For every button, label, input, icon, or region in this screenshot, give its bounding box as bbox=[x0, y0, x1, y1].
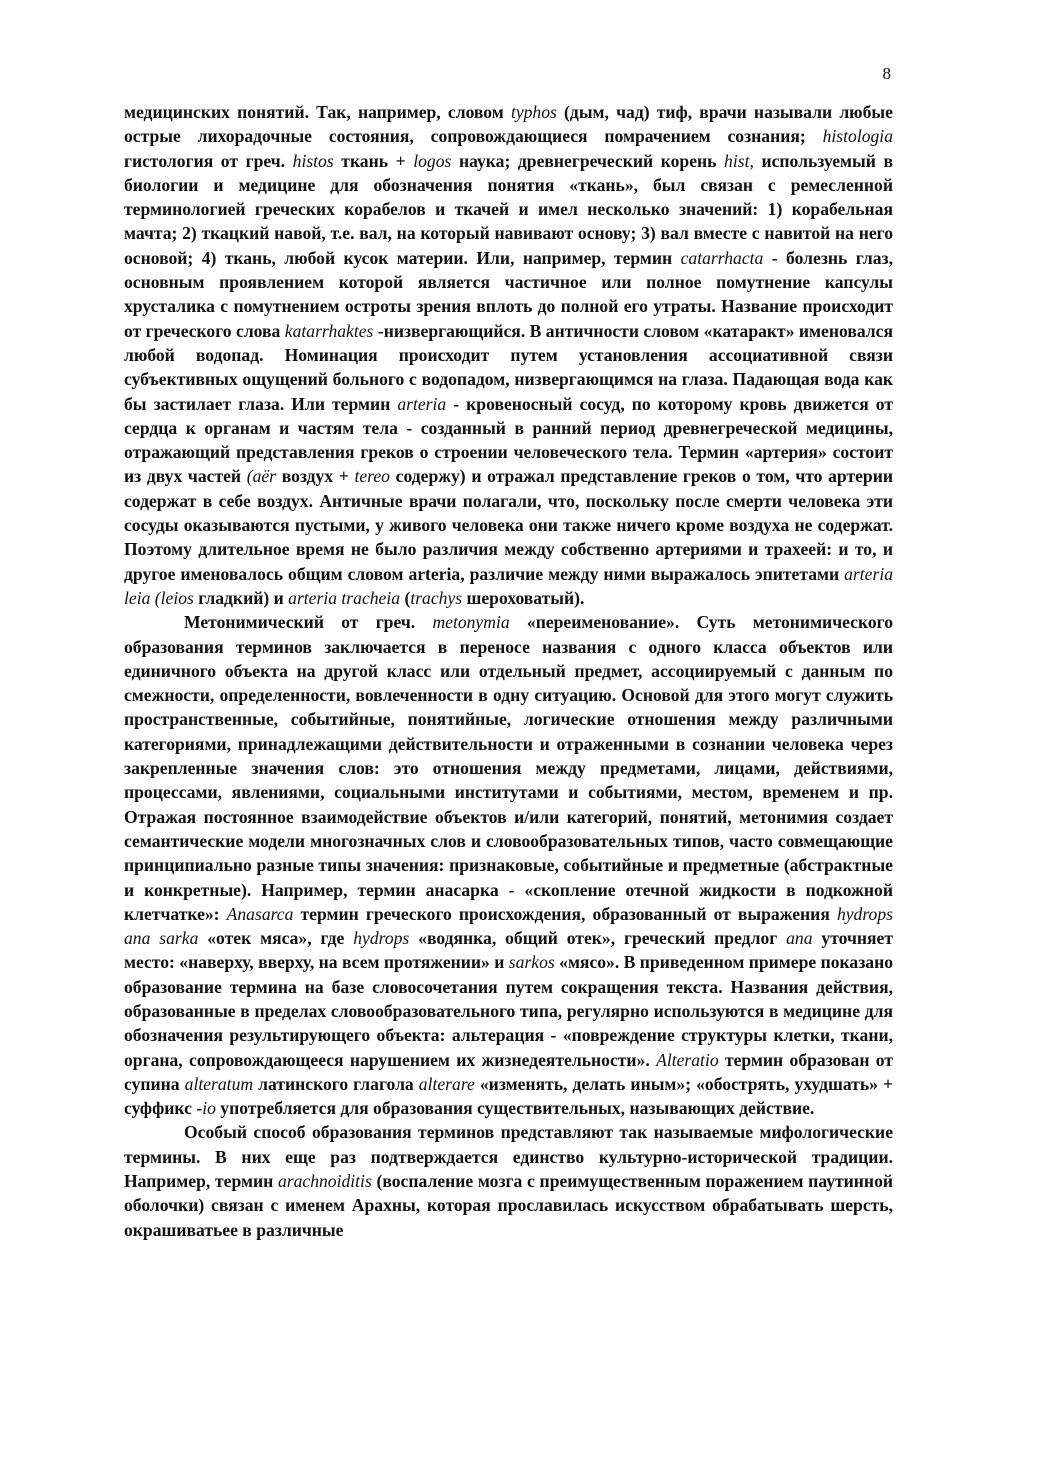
text-segment: содержу) и отражал представление греков о том, что артерии содержат в себе воздух. Античные врачи полагали, что, поскольку после смерти человека эти сосуды оказываются пустыми, у живого человека они также ничего кроме воздуха не содержат. Поэтому длительное время не было различия между собственно артериями и трахеей: и то, и другое именовалось общим словом arteria, различие между ними выражалось эпитетами bbox=[124, 466, 893, 584]
text-segment: наука; древнегреческий корень bbox=[451, 150, 725, 171]
italic-term: arteria leia (leios bbox=[124, 563, 893, 608]
text-segment: латинского глагола bbox=[253, 1073, 419, 1094]
text-segment: медицинских понятий. Так, например, словом bbox=[124, 102, 511, 122]
text-segment: используемый в биологии и медицине для обозначения понятия «ткань», был связан с ремесленной терминологией греческих корабелов и ткачей и имел несколько значений: 1) корабельная мачта; 2) ткацкий навой, т.е. вал, на который навивают основу; 3) вал вместе с навитой на него основой; 4) ткань, любой кусок материи. Или, например, термин bbox=[124, 150, 893, 268]
text-segment: шероховатый). bbox=[462, 587, 585, 608]
italic-term: catarrhacta bbox=[680, 247, 764, 268]
text-segment: употребляется для образования существительных, называющих действие. bbox=[215, 1098, 815, 1119]
text-segment: ( bbox=[400, 587, 411, 608]
italic-term: histologia bbox=[822, 126, 893, 147]
italic-term: trachys bbox=[410, 587, 463, 608]
text-segment: Метонимический от греч. bbox=[184, 612, 433, 633]
page-number: 8 bbox=[882, 64, 891, 83]
text-segment: гистология от греч. bbox=[124, 150, 293, 171]
text-segment: «переименование». Суть метонимического образования терминов заключается в переносе названия с одного класса объектов или единичного объекта на другой класс или отдельный предмет, ассоциируемый с данным по смежности, определенности, вовлеченности в одну ситуацию. Основой для этого могут служить пространственные, событийные, понятийные, логические отношения между различными категориями, принадлежащими действительности и отраженными в сознании человека через закрепленные значения слов: это отношения между предметами, лицами, действиями, процессами, явлениями, социальными институтами и событиями, местом, временем и пр. Отражая постоянное взаимодействие объектов и/или категорий, понятий, метонимия создает семантические модели многозначных слов и словообразовательных типов, часто совмещающие принципиально разные типы значения: признаковые, событийные и предметные (абстрактные и конкретные). Например, термин анасарка - «скопление отечной жидкости в подкожной клетчатке»: bbox=[124, 612, 893, 924]
text-segment: воздух + bbox=[276, 466, 355, 487]
text-segment: - кровеносный сосуд, по которому кровь движется от сердца к органам и частям тела - созданный в ранний период древнегреческой медицины, отражающий представления греков о строении человеческого тела. Термин «артерия» состоит из двух частей bbox=[124, 393, 893, 487]
text-segment: (дым, чад) тиф, врачи называли любые острые лихорадочные состояния, сопровождающиеся помрачением сознания; bbox=[124, 102, 893, 147]
italic-term: alteratum bbox=[184, 1073, 254, 1094]
italic-term: Anasarca bbox=[226, 903, 294, 924]
italic-term: hydrops bbox=[353, 928, 410, 949]
text-segment: -низвергающийся. В античности словом «катаракт» именовался любой водопад. Номинация происходит путем установления ассоциативной связи субъективных ощущений больного с водопадом, низвергающимся на глаза. Падающая вода как бы застилает глаза. Или термин bbox=[124, 320, 893, 414]
italic-term: (aёr bbox=[246, 466, 277, 487]
paragraph bbox=[124, 100, 893, 610]
italic-term: hist, bbox=[724, 150, 754, 171]
text-segment: термин образован от супина bbox=[124, 1049, 893, 1094]
italic-term: arteria tracheia bbox=[288, 587, 401, 608]
italic-term: arteria bbox=[397, 393, 447, 414]
text-segment: термин греческого происхождения, образованный от выражения bbox=[293, 903, 837, 924]
italic-term: metonymia bbox=[432, 612, 510, 633]
italic-term: katarrhaktes bbox=[284, 320, 374, 341]
text-segment: «мясо». В приведенном примере показано образование термина на базе словосочетания путем сокращения текста. Названия действия, образованные в пределах словообразовательного типа, регулярно используются в медицине для обозначения результирующего объекта: альтерация - «повреждение структуры клетки, ткани, органа, сопровождающееся нарушением их жизнедеятельности». bbox=[124, 952, 893, 1070]
text-segment: уточняет место: «наверху, вверху, на всем протяжении» и bbox=[124, 928, 893, 973]
italic-term: io bbox=[202, 1098, 216, 1119]
text-segment: - болезнь глаз, основным проявлением которой является частичное или полное помутнение капсулы хрусталика с помутнением остроты зрения вплоть до полной его утраты. Название происходит от греческого слова bbox=[124, 247, 893, 341]
italic-term: histos bbox=[292, 150, 334, 171]
paragraph bbox=[124, 1120, 893, 1241]
text-segment: гладкий) и bbox=[193, 587, 289, 608]
italic-term: arachnoiditis bbox=[277, 1171, 372, 1192]
italic-term: logos bbox=[413, 150, 452, 171]
text-segment: «отек мяса», где bbox=[198, 928, 354, 949]
text-segment: «изменять, делать иным»; «обострять, ухудшать» + суффикс - bbox=[124, 1073, 894, 1119]
paragraph bbox=[124, 610, 893, 1120]
text-segment: ткань + bbox=[333, 150, 414, 171]
text-segment: «водянка, общий отек», греческий предлог bbox=[409, 928, 787, 949]
italic-term: sarkos bbox=[508, 952, 555, 973]
italic-term: typhos bbox=[510, 102, 557, 122]
italic-term: Alteratio bbox=[656, 1049, 719, 1070]
text-segment: Особый способ образования терминов представляют так называемые мифологические термины. В них еще раз подтверждается единство культурно-исторической традиции. Например, термин bbox=[124, 1122, 893, 1192]
italic-term: ana bbox=[786, 928, 813, 949]
body-text bbox=[124, 100, 893, 1242]
italic-term: tereo bbox=[354, 466, 390, 487]
text-segment: (воспаление мозга с преимущественным поражением паутинной оболочки) связан с именем Арахны, которая прославилась искусством обрабатывать шерсть, окрашиватьее в различные bbox=[124, 1171, 894, 1240]
italic-term: hydrops ana sarka bbox=[124, 903, 893, 949]
italic-term: alterare bbox=[418, 1073, 475, 1094]
